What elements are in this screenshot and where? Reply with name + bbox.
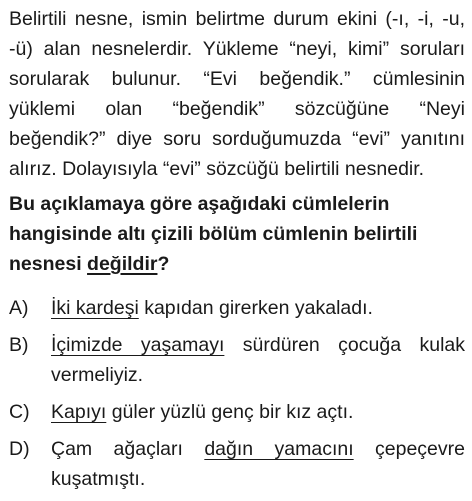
option-c[interactable]: [9, 397, 465, 427]
question-stem: [9, 189, 465, 279]
option-d[interactable]: [9, 434, 465, 494]
option-b[interactable]: [9, 330, 465, 390]
option-c-text: [51, 397, 465, 427]
question-negative-word: değildir: [87, 253, 158, 275]
option-d-text: [51, 434, 465, 494]
option-a[interactable]: [9, 293, 465, 323]
option-b-underlined: İçimizde yaşamayı: [51, 334, 225, 356]
option-c-underlined: Kapıyı: [51, 401, 107, 423]
option-b-rest: sürdüren çocuğa kulak vermeliyiz.: [51, 334, 465, 386]
answer-options: [9, 293, 465, 494]
option-c-letter: C): [9, 401, 30, 423]
option-a-underlined: İki kardeşi: [51, 297, 139, 319]
option-d-rest: çepeçevre kuşatmıştı.: [51, 438, 465, 490]
option-d-before: Çam ağaçları: [51, 438, 205, 460]
question-stem-text: Bu açıklamaya göre aşağıdaki cümlelerin hangisinde altı çizili bölüm cümlenin belirtili nesnesi: [9, 193, 418, 275]
option-a-rest: kapıdan girerken yakaladı.: [138, 297, 373, 319]
option-d-underlined: dağın yamacını: [204, 438, 354, 460]
passage-text: Belirtili nesne, ismin belirtme durum ekini (-ı, -i, -u, -ü) alan nesnelerdir. Yükleme “neyi, kimi” soruları sorularak bulunur. “Evi beğendik.” cümlesinin yüklemi olan “beğendik” sözcüğüne “Neyi beğendik?” diye soru sorduğumuzda “evi” yanıtını alırız. Dolayısıyla “evi” sözcüğü belirtili nesnedir.: [9, 8, 465, 180]
option-b-letter: B): [9, 334, 29, 356]
option-a-text: [51, 293, 465, 323]
question-mark: ?: [157, 253, 170, 275]
option-b-text: [51, 330, 465, 390]
option-c-rest: güler yüzlü genç bir kız açtı.: [106, 401, 354, 423]
option-d-letter: D): [9, 438, 30, 460]
option-a-letter: A): [9, 297, 29, 319]
question-page: [9, 0, 465, 501]
